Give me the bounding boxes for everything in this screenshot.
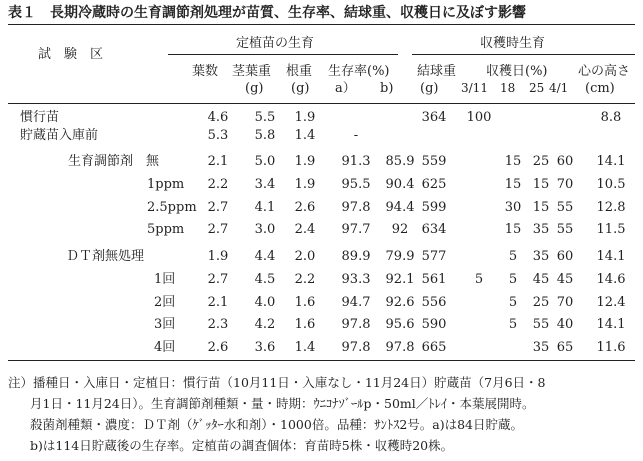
cell-core-height: 12.4	[596, 295, 626, 310]
cell-harvest-4: 45	[556, 272, 574, 287]
row-label: 3回	[154, 317, 176, 332]
cell-survival-a: 91.3	[341, 154, 371, 169]
cell-survival-a: 97.8	[341, 200, 371, 215]
cell-harvest-2: 5	[508, 272, 518, 287]
cell-leaves: 5.3	[207, 128, 229, 143]
cell-head-weight: 561	[421, 272, 447, 287]
row-label: 貯蔵苗入庫前	[20, 128, 99, 143]
row-label: 5ppm	[147, 222, 185, 237]
cell-root-weight: 1.4	[294, 340, 316, 355]
cell-root-weight: 2.2	[294, 272, 316, 287]
row-label: 1回	[154, 272, 176, 287]
table-title: 表１ 長期冷蔵時の生育調節剤処理が苗質、生存率、結球重、収穫日に及ぼす影響	[8, 5, 526, 21]
cell-leaves: 2.7	[207, 200, 229, 215]
cell-stem-weight: 3.6	[254, 340, 276, 355]
cell-leaves: 2.7	[207, 222, 229, 237]
cell-leaves: 2.3	[207, 317, 229, 332]
header-survival: 生存率(%)	[328, 64, 390, 79]
cell-survival-b: 92.6	[385, 295, 415, 310]
header-plot: 試 験 区	[38, 47, 104, 62]
header-group-harvest: 収穫時生育	[480, 36, 546, 51]
cell-leaves: 2.6	[207, 340, 229, 355]
cell-survival-a: 97.8	[341, 340, 371, 355]
row-label: 2回	[154, 295, 176, 310]
cell-stem-weight: 3.0	[254, 222, 276, 237]
cell-harvest-1: 5	[474, 272, 484, 287]
cell-head-weight: 625	[421, 177, 447, 192]
cell-harvest-4: 60	[556, 249, 574, 264]
cell-core-height: 14.1	[596, 249, 626, 264]
cell-harvest-3: 55	[532, 317, 550, 332]
cell-harvest-2: 5	[508, 249, 518, 264]
table-bottom-rule	[8, 360, 635, 361]
cell-leaves: 2.7	[207, 272, 229, 287]
cell-core-height: 12.8	[596, 200, 626, 215]
group-rule-planting	[168, 54, 398, 55]
header-unit-core: (cm)	[585, 81, 615, 96]
cell-survival-a: 94.7	[341, 295, 371, 310]
header-bottom-rule	[8, 103, 635, 104]
cell-survival-a: 93.3	[341, 272, 371, 287]
cell-core-height: 11.5	[596, 222, 626, 237]
cell-harvest-4: 70	[556, 177, 574, 192]
cell-harvest-3: 25	[532, 295, 550, 310]
group-rule-harvest	[412, 54, 635, 55]
cell-harvest-3: 25	[532, 154, 550, 169]
cell-head-weight: 590	[421, 317, 447, 332]
note-line-4: b)は114日貯蔵後の生存率。定植苗の調査個体：育苗時5株・収穫時20株。	[30, 438, 454, 453]
cell-stem-weight: 4.5	[254, 272, 276, 287]
cell-stem-weight: 5.8	[254, 128, 276, 143]
cell-core-height: 8.8	[600, 110, 622, 125]
cell-stem-weight: 5.0	[254, 154, 276, 169]
cell-survival-a: 95.5	[341, 177, 371, 192]
cell-harvest-2: 15	[504, 177, 522, 192]
cell-survival-a: 97.8	[341, 317, 371, 332]
header-head-weight: 結球重	[417, 64, 457, 79]
cell-root-weight: 1.9	[294, 110, 316, 125]
row-label: 4回	[154, 340, 176, 355]
cell-survival-b: 97.8	[385, 340, 415, 355]
cell-root-weight: 1.6	[294, 295, 316, 310]
header-leaves: 葉数	[192, 64, 219, 79]
cell-harvest-2: 5	[508, 317, 518, 332]
cell-harvest-3: 15	[532, 200, 550, 215]
cell-core-height: 10.5	[596, 177, 626, 192]
cell-harvest-3: 45	[532, 272, 550, 287]
cell-head-weight: 665	[421, 340, 447, 355]
header-survival-b: b)	[380, 81, 394, 96]
row-label: 1ppm	[147, 177, 185, 192]
cell-harvest-2: 15	[504, 154, 522, 169]
cell-leaves: 1.9	[207, 249, 229, 264]
cell-survival-b: 92	[391, 222, 409, 237]
header-stem-weight: 茎葉重	[232, 64, 272, 79]
cell-survival-a: 97.7	[341, 222, 371, 237]
table-top-rule	[8, 24, 635, 25]
header-date-1: 3/11	[461, 81, 488, 95]
cell-root-weight: 2.0	[294, 249, 316, 264]
cell-root-weight: 1.9	[294, 177, 316, 192]
header-date-4: 4/1	[549, 81, 569, 95]
cell-survival-b: 79.9	[385, 249, 415, 264]
cell-core-height: 14.1	[596, 154, 626, 169]
header-group-planting: 定植苗の生育	[236, 36, 315, 51]
cell-harvest-2: 30	[504, 200, 522, 215]
cell-harvest-4: 65	[556, 340, 574, 355]
header-date-2: 18	[500, 81, 516, 95]
cell-head-weight: 634	[421, 222, 447, 237]
header-unit-head: (g)	[420, 81, 439, 96]
cell-head-weight: 556	[421, 295, 447, 310]
cell-survival-b: 92.1	[385, 272, 415, 287]
header-unit-root: (g)	[291, 81, 310, 96]
header-survival-a: a）	[335, 81, 356, 96]
header-date-3: 25	[529, 81, 545, 95]
cell-root-weight: 1.4	[294, 128, 316, 143]
row-label: 2.5ppm	[147, 200, 197, 215]
cell-harvest-3: 35	[532, 340, 550, 355]
cell-stem-weight: 4.1	[254, 200, 276, 215]
cell-harvest-2: 5	[508, 295, 518, 310]
cell-harvest-4: 55	[556, 200, 574, 215]
cell-survival-b: 95.6	[385, 317, 415, 332]
cell-root-weight: 2.6	[294, 200, 316, 215]
cell-harvest-4: 60	[556, 154, 574, 169]
cell-leaves: 4.6	[207, 110, 229, 125]
cell-head-weight: 364	[421, 110, 447, 125]
cell-root-weight: 1.9	[294, 154, 316, 169]
cell-leaves: 2.1	[207, 154, 229, 169]
cell-harvest-3: 35	[532, 249, 550, 264]
cell-harvest-4: 40	[556, 317, 574, 332]
cell-harvest-3: 35	[532, 222, 550, 237]
cell-head-weight: 577	[421, 249, 447, 264]
cell-root-weight: 2.4	[294, 222, 316, 237]
cell-survival-a: -	[353, 128, 359, 143]
cell-core-height: 14.6	[596, 272, 626, 287]
header-harvest-day: 収穫日(%)	[486, 64, 548, 79]
cell-head-weight: 599	[421, 200, 447, 215]
cell-stem-weight: 4.4	[254, 249, 276, 264]
row-label: 生育調節剤 無	[68, 154, 160, 169]
header-root-weight: 根重	[286, 64, 313, 79]
header-core-height: 心の高さ	[578, 64, 631, 79]
cell-core-height: 14.1	[596, 317, 626, 332]
cell-root-weight: 1.6	[294, 317, 316, 332]
cell-harvest-4: 70	[556, 295, 574, 310]
row-label: 慣行苗	[20, 110, 60, 125]
note-line-2: 月1日・11月24日）。生育調節剤種類・量・時期：ｳﾆｺﾅｿﾞｰﾙp・50ml／ﾄﾚｲ・本葉展開時。	[30, 396, 535, 411]
cell-survival-b: 85.9	[385, 154, 415, 169]
cell-head-weight: 559	[421, 154, 447, 169]
cell-stem-weight: 4.0	[254, 295, 276, 310]
cell-core-height: 11.6	[596, 340, 626, 355]
cell-harvest-2: 15	[504, 222, 522, 237]
cell-harvest-3: 15	[532, 177, 550, 192]
cell-leaves: 2.2	[207, 177, 229, 192]
cell-harvest-1: 100	[466, 110, 492, 125]
cell-stem-weight: 4.2	[254, 317, 276, 332]
cell-survival-b: 94.4	[385, 200, 415, 215]
cell-stem-weight: 5.5	[254, 110, 276, 125]
header-unit-stem: (g)	[245, 81, 264, 96]
cell-survival-b: 90.4	[385, 177, 415, 192]
row-label: ＤＴ剤無処理	[66, 249, 145, 264]
note-line-1: 注）播種日・入庫日・定植日：慣行苗（10月11日・入庫なし・11月24日）貯蔵苗（7月6日・8	[8, 375, 546, 390]
cell-stem-weight: 3.4	[254, 177, 276, 192]
cell-survival-a: 89.9	[341, 249, 371, 264]
cell-harvest-4: 55	[556, 222, 574, 237]
cell-leaves: 2.1	[207, 295, 229, 310]
note-line-3: 殺菌剤種類・濃度：ＤＴ剤（ｹﾞｯﾀｰ水和剤）・1000倍。品種：ｻﾝﾄｽ2号。a)は84日貯蔵。	[30, 417, 524, 432]
